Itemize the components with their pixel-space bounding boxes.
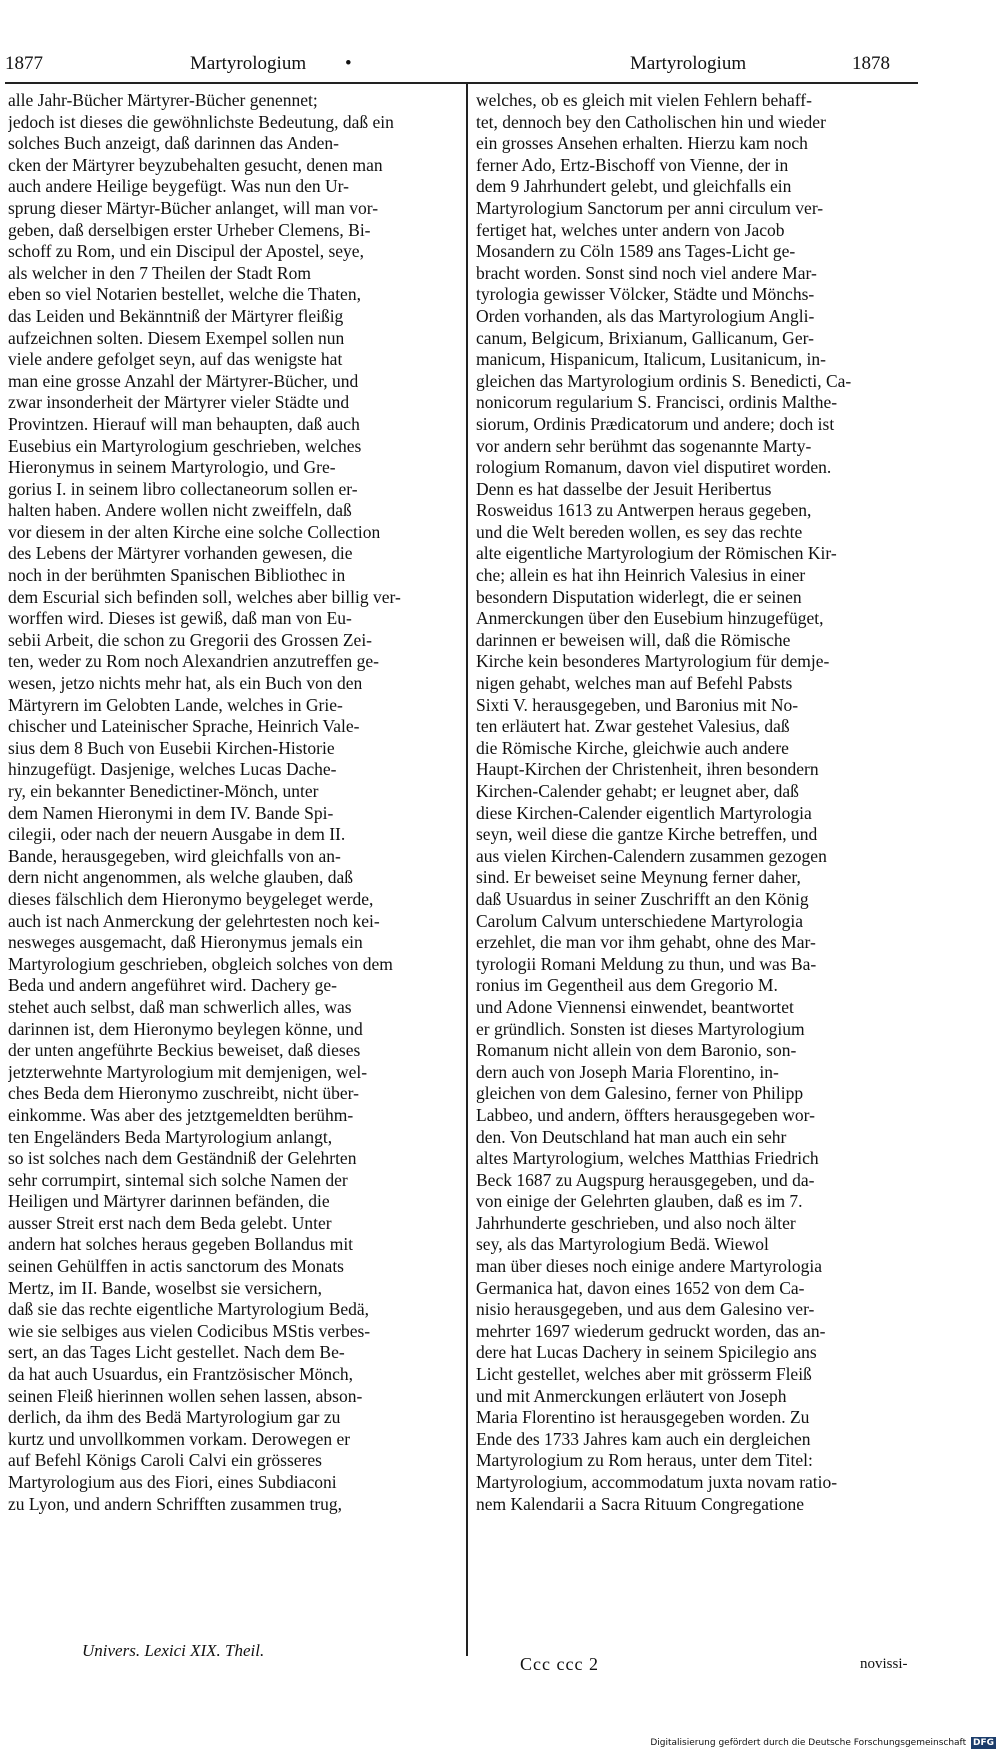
text-line: das Leiden und Bekänntniß der Märtyrer fleißig xyxy=(8,305,344,326)
text-line: dem Escurial sich befinden soll, welches aber billig ver- xyxy=(8,586,401,607)
text-line: sind. Er beweiset seine Meynung ferner daher, xyxy=(476,867,801,888)
text-line: und Adone Viennensi einwendet, beantwortet xyxy=(476,996,794,1017)
text-line: einkomme. Was aber des jetztgemeldten berühm- xyxy=(8,1104,354,1125)
text-line: als welcher in den 7 Theilen der Stadt Rom xyxy=(8,262,311,283)
text-line: kurtz und unvollkommen vorkam. Derowegen er xyxy=(8,1428,351,1449)
text-line: manicum, Hispanicum, Italicum, Lusitanicum, in- xyxy=(476,349,826,370)
text-line: Mertz, im II. Bande, woselbst sie versichern, xyxy=(8,1277,322,1298)
text-line: dem Namen Hieronymi in dem IV. Bande Spi- xyxy=(8,802,334,823)
text-line: die Römische Kirche, gleichwie auch andere xyxy=(476,737,789,758)
text-line: welches, ob es gleich mit vielen Fehlern behaff- xyxy=(476,90,812,110)
text-line: alle Jahr-Bücher Märtyrer-Bücher genennet; xyxy=(8,90,318,110)
text-line: des Lebens der Märtyrer vorhanden gewesen, die xyxy=(8,543,353,564)
text-line: sert, an das Tages Licht gestellet. Nach dem Be- xyxy=(8,1342,345,1363)
text-line: auch ist nach Anmerckung der gelehrtesten noch kei- xyxy=(8,910,380,931)
running-title-right: Martyrologium xyxy=(630,53,747,74)
text-line: wie sie selbiges aus vielen Codicibus MStis verbes- xyxy=(8,1320,371,1341)
text-line: da hat auch Usuardus, ein Frantzösischer Mönch, xyxy=(8,1364,354,1385)
text-line: Provintzen. Hierauf will man behaupten, daß auch xyxy=(8,413,360,434)
text-line: dern nicht angenommen, als welche glauben, daß xyxy=(8,867,354,888)
volume-catchword: Univers. Lexici XIX. Theil. xyxy=(82,1641,265,1660)
digitization-credit xyxy=(650,1736,996,1750)
dfg-logo: DFG xyxy=(972,1738,994,1748)
text-line: besondern Disputation widerlegt, die er seinen xyxy=(476,586,802,607)
text-line: worffen wird. Dieses ist gewiß, daß man von Eu- xyxy=(8,608,352,629)
text-line: Heiligen und Märtyrer darinnen befänden, die xyxy=(8,1191,330,1212)
text-line: tet, dennoch bey den Catholischen hin und wieder xyxy=(476,111,826,132)
text-line: halten haben. Andere wollen nicht zweiffeln, daß xyxy=(8,500,352,521)
catchword: novissi- xyxy=(860,1656,908,1672)
text-line: cken der Märtyrer beyzubehalten gesucht, denen man xyxy=(8,154,383,175)
text-line: ausser Streit erst nach dem Beda gelebt. Unter xyxy=(8,1212,332,1233)
text-line: Martyrologium, accommodatum juxta novam ratio- xyxy=(476,1472,838,1492)
text-line: man eine grosse Anzahl der Märtyrer-Bücher, und xyxy=(8,370,359,391)
text-line: stehet auch selbst, daß man schwerlich alles, was xyxy=(8,996,352,1017)
text-line: sprung dieser Märtyr-Bücher anlanget, will man vor- xyxy=(8,197,379,218)
text-line: fertiget hat, welches unter andern von Jacob xyxy=(476,219,785,240)
text-line: hinzugefügt. Dasjenige, welches Lucas Dache- xyxy=(8,759,337,780)
text-line: Jahrhunderte geschrieben, und also noch älter xyxy=(476,1212,796,1233)
text-line: tyrologia gewisser Völcker, Städte und Mönchs- xyxy=(476,284,815,305)
text-line: daß Usuardus in seiner Zuschrifft an den König xyxy=(476,888,809,909)
text-line: nigen gehabt, welches man auf Befehl Pabsts xyxy=(476,673,793,694)
text-line: siorum, Ordinis Prædicatorum und andere; doch ist xyxy=(476,413,835,434)
text-line: ten, weder zu Rom noch Alexandrien anzutreffen ge- xyxy=(8,651,379,672)
text-line: eben so viel Notarien bestellet, welche die Thaten, xyxy=(8,284,361,305)
text-line: Maria Florentino ist herausgegeben worden. Zu xyxy=(476,1407,810,1428)
text-line: nesweges ausgemacht, daß Hieronymus jemals ein xyxy=(8,932,363,953)
text-line: schoff zu Rom, und ein Discipul der Apostel, seye, xyxy=(8,241,364,262)
text-line: Haupt-Kirchen der Christenheit, ihren besondern xyxy=(476,759,819,780)
text-line: den. Von Deutschland hat man auch ein sehr xyxy=(476,1126,787,1147)
text-line: er gründlich. Sonsten ist dieses Martyrologium xyxy=(476,1018,805,1039)
text-line: canum, Belgicum, Brixianum, Gallicanum, Ger- xyxy=(476,327,814,348)
text-line: seinen Fleiß hierinnen wollen sehen lassen, abson- xyxy=(8,1385,363,1406)
text-line: diese Kirchen-Calender eigentlich Martyrologia xyxy=(476,802,812,823)
text-line: wesen, jetzo nichts mehr hat, als ein Buch von den xyxy=(8,673,363,694)
text-line: vor andern sehr berühmt das sogenannte Marty- xyxy=(476,435,812,456)
text-line: ten Engeländers Beda Martyrologium anlangt, xyxy=(8,1126,333,1147)
text-line: dieses fälschlich dem Hieronymo beygeleget werde, xyxy=(8,888,374,909)
text-line: und mit Anmerckungen erläutert von Joseph xyxy=(476,1385,787,1406)
text-line: nisio herausgegeben, und aus dem Galesino ver- xyxy=(476,1299,815,1320)
text-line: bracht worden. Sonst sind noch viel andere Mar- xyxy=(476,262,817,283)
text-line: dem 9 Jahrhundert gelebt, und gleichfalls ein xyxy=(476,176,792,197)
text-line: cilegii, oder nach der neuern Ausgabe in dem II. xyxy=(8,824,346,845)
text-line: alte eigentliche Martyrologium der Römischen Kir- xyxy=(476,543,837,564)
text-line: Romanum nicht allein von dem Baronio, son- xyxy=(476,1040,797,1061)
text-line: von einige der Gelehrten glauben, daß es im 7. xyxy=(476,1191,803,1212)
text-line: Beda und andern angeführet wird. Dachery ge- xyxy=(8,975,337,996)
text-line: sius dem 8 Buch von Eusebii Kirchen-Historie xyxy=(8,737,335,758)
text-line: andern hat solches heraus gegeben Bollandus mit xyxy=(8,1234,354,1255)
text-line: vor diesem in der alten Kirche eine solche Collection xyxy=(8,521,381,542)
text-line: gleichen das Martyrologium ordinis S. Benedicti, Ca- xyxy=(476,370,852,391)
text-line: ches Beda dem Hieronymo zuschreibt, nicht über- xyxy=(8,1083,359,1104)
text-line: seyn, weil diese die gantze Kirche betreffen, und xyxy=(476,824,818,845)
text-line: ein grosses Ansehen erhalten. Hierzu kam noch xyxy=(476,133,808,154)
text-line: Denn es hat dasselbe der Jesuit Heribertus xyxy=(476,478,772,499)
text-line: dern auch von Joseph Maria Florentino, in- xyxy=(476,1061,779,1082)
text-line: daß sie das rechte eigentliche Martyrologium Bedä, xyxy=(8,1299,370,1320)
text-line: auf Befehl Königs Caroli Calvi ein grösseres xyxy=(8,1450,322,1471)
text-line: Ende des 1733 Jahres kam auch ein dergleichen xyxy=(476,1428,811,1449)
text-line: so ist solches nach dem Geständniß der Gelehrten xyxy=(8,1148,357,1169)
text-line: noch in der berühmten Spanischen Bibliothec in xyxy=(8,565,346,586)
text-line: Bande, herausgegeben, wird gleichfalls von an- xyxy=(8,845,341,866)
header-separator: • xyxy=(345,53,352,74)
text-line: darinnen ist, dem Hieronymo beylegen könne, und xyxy=(8,1018,363,1039)
signature-mark: Ccc ccc 2 xyxy=(520,1654,599,1674)
text-line: Labbeo, und andern, öffters herausgegeben wor- xyxy=(476,1104,815,1125)
text-line: sebii Arbeit, die schon zu Gregorii des Grossen Zei- xyxy=(8,629,373,650)
text-line: Sixti V. herausgegeben, und Baronius mit No- xyxy=(476,694,799,715)
running-title-left: Martyrologium xyxy=(190,53,307,74)
text-line: viele andere gefolget seyn, auf das wenigste hat xyxy=(8,349,343,370)
text-line: seinen Gehülffen in actis sanctorum des Monats xyxy=(8,1256,344,1277)
text-line: chischer und Lateinischer Sprache, Heinrich Vale- xyxy=(8,716,360,737)
text-line: Martyrologium geschrieben, obgleich solches von dem xyxy=(8,953,393,974)
text-line: Germanica hat, davon eines 1652 von dem Ca- xyxy=(476,1277,805,1298)
text-line: Beck 1687 zu Augspurg herausgegeben, und da- xyxy=(476,1169,815,1190)
header-rule xyxy=(5,82,918,84)
column-divider xyxy=(466,84,468,1656)
text-line: geben, daß derselbigen erster Urheber Clemens, Bi- xyxy=(8,219,371,240)
text-line: che; allein es hat ihn Heinrich Valesius in einer xyxy=(476,565,806,586)
text-line: Hieronymus in seinem Martyrologio, und Gre- xyxy=(8,457,336,478)
text-line: sehr corrumpirt, sintemal sich solche Namen der xyxy=(8,1169,348,1190)
text-line: ten erläutert hat. Zwar gestehet Valesius, daß xyxy=(476,716,790,737)
text-line: ferner Ado, Ertz-Bischoff von Vienne, der in xyxy=(476,154,789,175)
right-column xyxy=(476,90,920,1515)
text-line: Martyrologium zu Rom heraus, unter dem Titel: xyxy=(476,1450,813,1471)
text-line: mehrter 1697 wiederum gedruckt worden, das an- xyxy=(476,1320,826,1341)
text-line: jedoch ist dieses die gewöhnlichste Bedeutung, daß ein xyxy=(8,111,394,132)
text-line: man über dieses noch einige andere Martyrologia xyxy=(476,1256,822,1277)
text-line: Licht gestellet, welches aber mit grösserm Fleiß xyxy=(476,1364,812,1385)
text-line: aus vielen Kirchen-Calendern zusammen gezogen xyxy=(476,845,827,866)
text-line: Orden vorhanden, als das Martyrologium Angli- xyxy=(476,305,815,326)
text-line: rologium Romanum, davon viel disputiret worden. xyxy=(476,457,832,478)
text-line: aufzeichnen solten. Diesem Exempel sollen nun xyxy=(8,327,345,348)
text-line: gleichen von dem Galesino, ferner von Philipp xyxy=(476,1083,804,1104)
text-line: ronius im Gegentheil aus dem Gregorio M. xyxy=(476,975,778,996)
text-line: Martyrologium Sanctorum per anni circulum ver- xyxy=(476,197,824,218)
text-line: Rosweidus 1613 zu Antwerpen heraus gegeben, xyxy=(476,500,812,521)
text-line: ry, ein bekannter Benedictiner-Mönch, unter xyxy=(8,781,319,801)
credit-text: Digitalisierung gefördert durch die Deutsche Forschungsgemeinschaft xyxy=(650,1738,967,1748)
text-line: tyrologii Romani Meldung zu thun, und was Ba- xyxy=(476,953,817,974)
text-line: nonicorum regularium S. Francisci, ordinis Malthe- xyxy=(476,392,838,413)
column-number-left: 1877 xyxy=(5,53,43,74)
text-line: Carolum Calvum unterschiedene Martyrologia xyxy=(476,910,804,931)
text-line: dere hat Lucas Dachery in seinem Spicilegio ans xyxy=(476,1342,817,1363)
text-line: Anmerckungen über den Eusebium hinzugefüget, xyxy=(476,608,824,629)
text-line: zu Lyon, und andern Schrifften zusammen trug, xyxy=(8,1493,343,1514)
text-line: der unten angeführte Beckius beweiset, daß dieses xyxy=(8,1040,361,1061)
text-line: solches Buch anzeigt, daß darinnen das Anden- xyxy=(8,133,339,154)
text-line: Martyrologium aus des Fiori, eines Subdiaconi xyxy=(8,1472,337,1492)
text-line: Eusebius ein Martyrologium geschrieben, welches xyxy=(8,435,362,456)
text-line: auch andere Heilige beygefügt. Was nun den Ur- xyxy=(8,176,349,197)
column-number-right: 1878 xyxy=(852,53,890,74)
text-line: erzehlet, die man vor ihm gehabt, ohne des Mar- xyxy=(476,932,816,953)
text-line: gorius I. in seinem libro collectaneorum sollen er- xyxy=(8,478,358,499)
text-line: jetzterwehnte Martyrologium mit demjenigen, wel- xyxy=(8,1061,368,1082)
text-line: und die Welt bereden wollen, es sey das rechte xyxy=(476,521,803,542)
text-line: Kirche kein besonderes Martyrologium für demje- xyxy=(476,651,830,672)
text-line: darinnen er beweisen will, daß die Römische xyxy=(476,629,791,650)
text-line: sey, als das Martyrologium Bedä. Wiewol xyxy=(476,1234,769,1255)
text-line: Mosandern zu Cöln 1589 ans Tages-Licht ge- xyxy=(476,241,796,262)
text-line: Kirchen-Calender gehabt; er leugnet aber, daß xyxy=(476,781,799,801)
text-line: zwar insonderheit der Märtyrer vieler Städte und xyxy=(8,392,350,413)
text-line: derlich, da ihm des Bedä Martyrologium gar zu xyxy=(8,1407,341,1428)
text-line: Märtyrern im Gelobten Lande, welches in Grie- xyxy=(8,694,343,715)
text-line: altes Martyrologium, welches Matthias Friedrich xyxy=(476,1148,819,1169)
left-column xyxy=(8,90,456,1515)
text-line: nem Kalendarii a Sacra Rituum Congregatione xyxy=(476,1493,805,1514)
